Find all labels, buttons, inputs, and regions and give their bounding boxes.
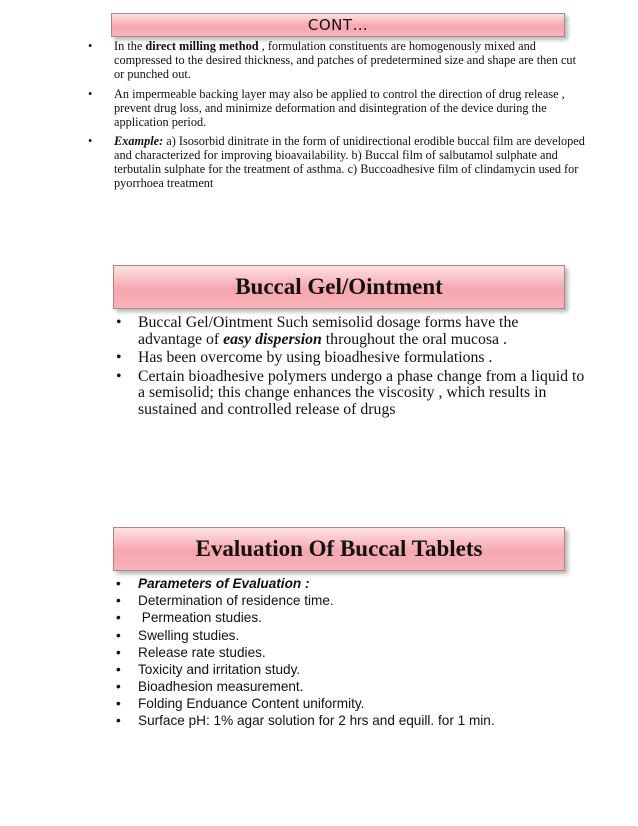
list-item: • Certain bioadhesive polymers undergo a phase change from a liquid to a semisolid; this change enhances the viscosity , which results in sustained and controlled release of drugs (116, 367, 585, 418)
bullet-icon: • (116, 349, 122, 367)
list-item: • Surface pH: 1% agar solution for 2 hrs and equill. for 1 min. (116, 712, 495, 728)
bullet-icon: • (88, 86, 93, 101)
list-item: • Folding Enduance Content uniformity. (116, 696, 365, 712)
list-item: • Release rate studies. (116, 644, 266, 660)
bullet-icon: • (116, 679, 121, 695)
list-item: • Buccal Gel/Ointment Such semisolid dosage forms have the advantage of easy dispersion throughout the oral mucosa . (116, 314, 519, 348)
list-item: • Toxicity and irritation study. (116, 662, 301, 678)
easy-dispersion-term: easy dispersion (223, 330, 322, 348)
evaluation-heading: Evaluation Of Buccal Tablets (195, 536, 483, 561)
direct-milling-term: direct milling method (145, 39, 259, 53)
cont-heading-banner (111, 13, 565, 37)
list-item: • In the direct milling method , formulation constituents are homogenously mixed and compressed to the desired thickness, and patches of predetermined size and shape are then cut or punched out. (88, 39, 576, 81)
bullet-icon: • (116, 314, 122, 331)
list-item: • Determination of residence time. (116, 593, 334, 609)
bullet-icon: • (116, 712, 121, 728)
bullet-icon: • (116, 696, 121, 712)
bullet-icon: • (116, 644, 121, 660)
bullet-icon: • (116, 576, 121, 591)
example-label: Example: (114, 134, 164, 149)
evaluation-bullet-list (116, 575, 586, 729)
bullet-icon: • (88, 39, 93, 53)
evaluation-heading-banner (113, 527, 565, 571)
cont-heading: CONT… (307, 16, 369, 34)
bullet-icon: • (116, 610, 121, 626)
buccal-gel-heading-banner (113, 265, 565, 309)
list-item (116, 575, 586, 592)
list-item: • Swelling studies. (116, 627, 240, 643)
bullet-icon: • (116, 662, 121, 678)
list-item: • Has been overcome by using bioadhesive formulations . (116, 349, 493, 367)
bullet-icon: • (116, 627, 121, 643)
buccal-gel-bullet-list (116, 315, 586, 421)
parameters-label: Parameters of Evaluation : (138, 576, 310, 591)
cont-bullet-list (88, 40, 588, 191)
bullet-icon: • (116, 593, 121, 609)
list-item: • An impermeable backing layer may also be applied to control the direction of drug release , prevent drug loss, and minimize deformation and disintegration of the device during the application period. (88, 86, 565, 129)
list-item: • Example: a) Isosorbid dinitrate in the form of unidirectional erodible buccal film are developed and characterized for improving bioavailability. b) Buccal film of salbutamol sulphate and terbutalin sulphate for the treatment of asthma. c) Buccoadhesive film of clindamycin used for pyorrhoea treatment (88, 134, 585, 191)
list-item: • Bioadhesion measurement. (116, 679, 304, 695)
list-item: • Permeation studies. (116, 610, 262, 626)
bullet-icon: • (88, 134, 93, 149)
bullet-icon: • (116, 367, 122, 385)
buccal-gel-heading: Buccal Gel/Ointment (235, 274, 443, 299)
